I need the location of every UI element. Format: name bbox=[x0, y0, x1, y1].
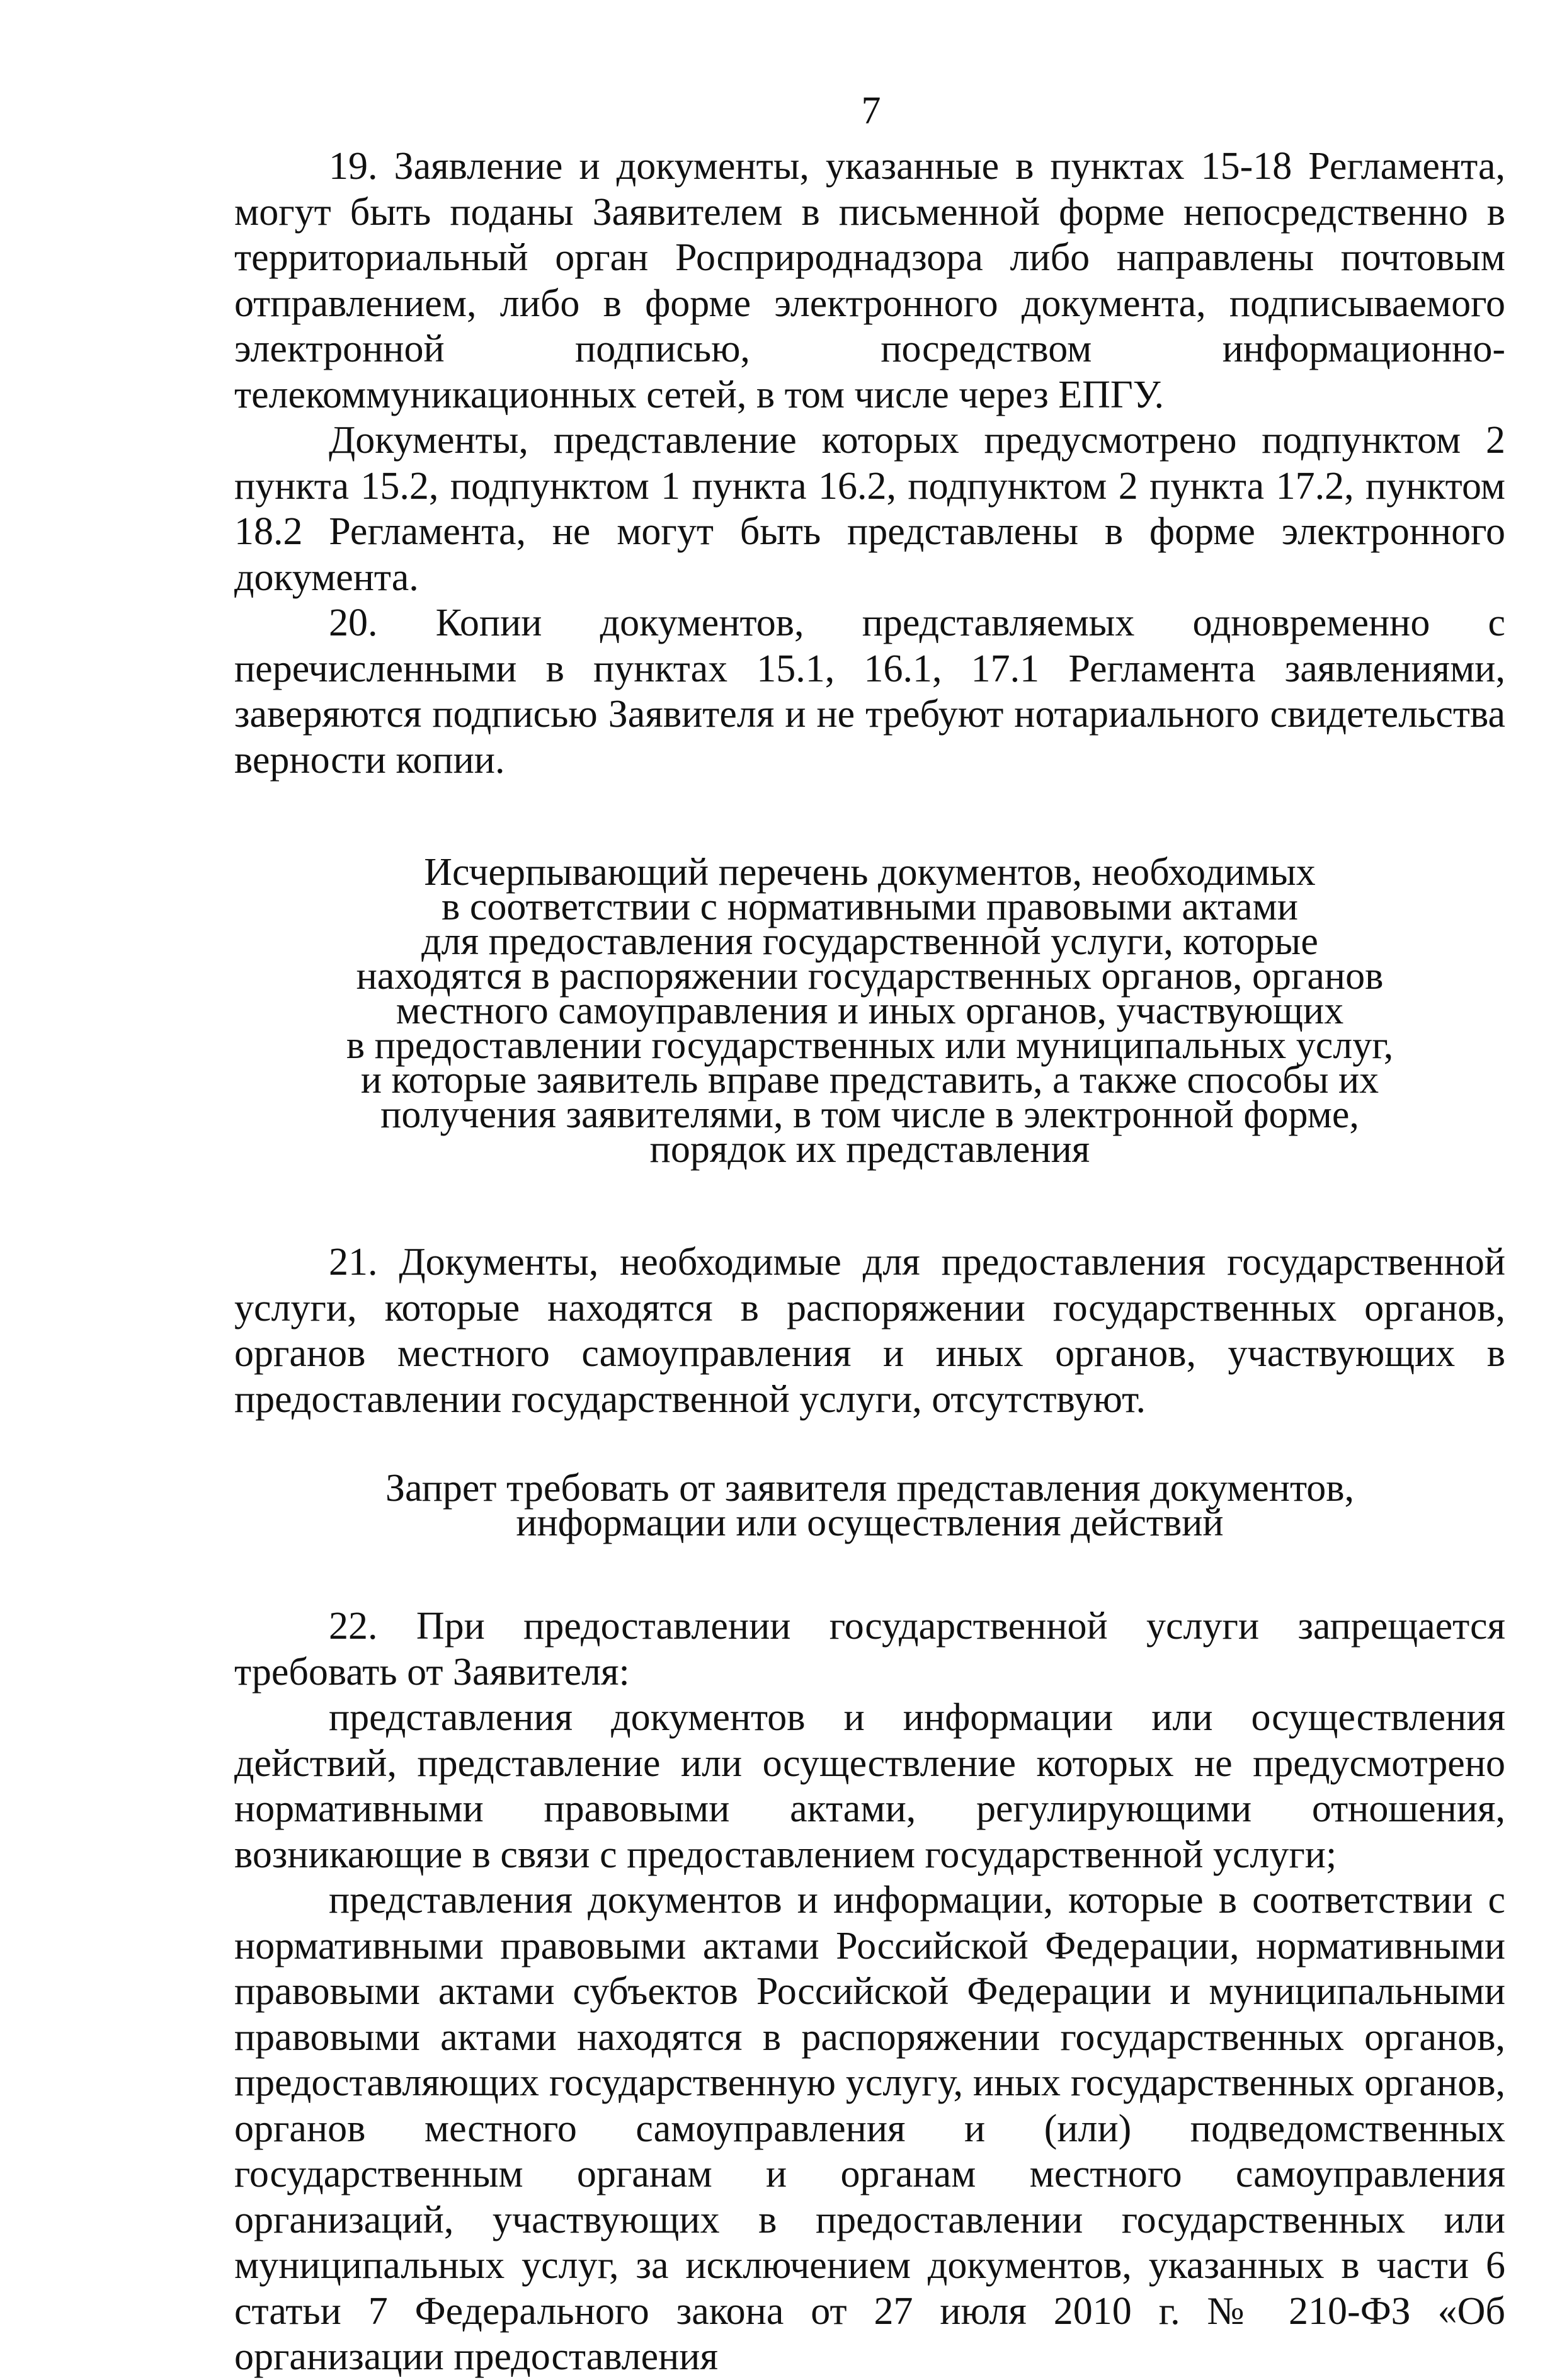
paragraph-22-item-1: представления документов и информации или осуществления действий, представление или осуществление которых не предусмотрено нормативными правовыми актами, регулирующими отношения, возникающие в связи с предоставлением государственной услуги; bbox=[234, 1696, 1505, 1876]
paragraph-22: 22. При предоставлении государственной услуги запрещается требовать от Заявителя: bbox=[234, 1605, 1505, 1694]
heading-line: для предоставления государственной услуги, которые bbox=[421, 920, 1318, 963]
heading-line: Исчерпывающий перечень документов, необходимых bbox=[424, 851, 1316, 894]
heading-line: и которые заявитель вправе представить, а также способы их bbox=[360, 1059, 1379, 1102]
paragraph-22-item-2: представления документов и информации, которые в соответствии с нормативными правовыми актами Российской Федерации, нормативными правовыми актами субъектов Российской Федерации и муниципальными правовыми актами находятся в распоряжении государственных органов, предоставляющих государственную услугу, иных государственных органов, органов местного самоуправления и (или) подведомственных государственным органам и органам местного самоуправления организаций, участвующих в предоставлении государственных или муниципальных услуг, за исключением документов, указанных в части 6 статьи 7 Федерального закона от 27 июля 2010 г. № 210-ФЗ «Об организации предоставления bbox=[234, 1879, 1505, 2378]
section-heading-prohibition bbox=[234, 1467, 1505, 1544]
heading-line: в предоставлении государственных или муниципальных услуг, bbox=[346, 1024, 1394, 1067]
heading-line: информации или осуществления действий bbox=[516, 1501, 1224, 1544]
paragraph-21: 21. Документы, необходимые для предоставления государственной услуги, которые находятся в распоряжении государственных органов, органов местного самоуправления и иных органов, участвующих в предоставлении государственной услуги, отсутствуют. bbox=[234, 1241, 1505, 1421]
document-body bbox=[234, 144, 1505, 2380]
paragraph-19-documents: Документы, представление которых предусмотрено подпунктом 2 пункта 15.2, подпунктом 1 пункта 16.2, подпунктом 2 пункта 17.2, пунктом 18.2 Регламента, не могут быть представлены в форме электронного документа. bbox=[234, 419, 1505, 599]
section-heading-documents-list bbox=[234, 851, 1505, 1171]
heading-line: в соответствии с нормативными правовыми актами bbox=[442, 885, 1298, 928]
heading-line: порядок их представления bbox=[649, 1128, 1090, 1171]
heading-line: находятся в распоряжении государственных органов, органов bbox=[356, 955, 1384, 998]
page-number: 7 bbox=[861, 89, 881, 132]
heading-line: местного самоуправления и иных органов, участвующих bbox=[396, 989, 1344, 1032]
paragraph-19: 19. Заявление и документы, указанные в пунктах 15-18 Регламента, могут быть поданы Заявителем в письменной форме непосредственно в территориальный орган Росприроднадзора либо направлены почтовым отправлением, либо в форме электронного документа, подписываемого электронной подписью, посредством информационно-телекоммуникационных сетей, в том числе через ЕПГУ. bbox=[234, 145, 1505, 416]
paragraph-20: 20. Копии документов, представляемых одновременно с перечисленными в пунктах 15.1, 16.1, 17.1 Регламента заявлениями, заверяются подписью Заявителя и не требуют нотариального свидетельства верности копии. bbox=[234, 601, 1505, 782]
heading-line: получения заявителями, в том числе в электронной форме, bbox=[380, 1093, 1359, 1136]
heading-line: Запрет требовать от заявителя представления документов, bbox=[385, 1467, 1355, 1510]
